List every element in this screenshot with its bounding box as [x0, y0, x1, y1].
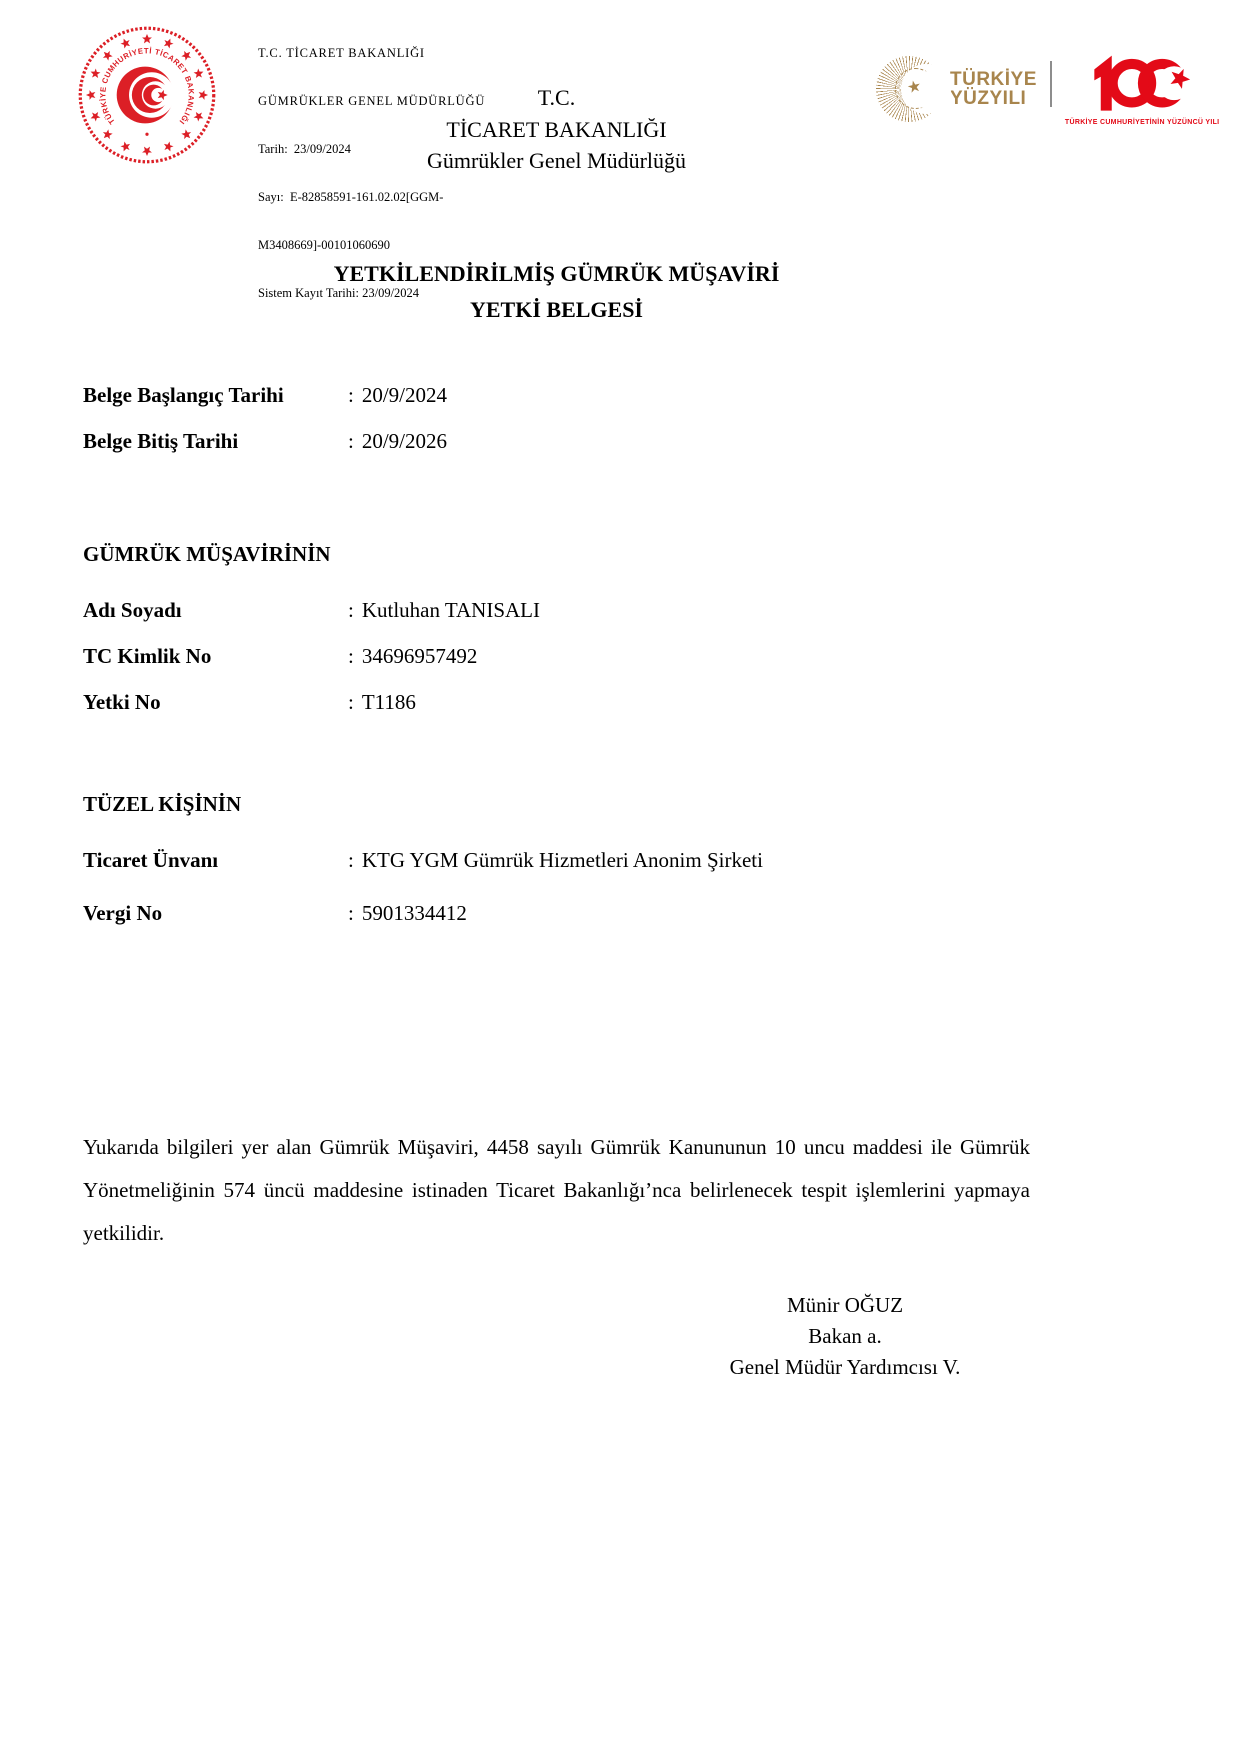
star-icon: ★ — [905, 75, 924, 98]
field-value: : 20/9/2024 — [348, 383, 448, 407]
field-row-end-date — [83, 429, 1030, 454]
section-heading-legal-entity: TÜZEL KİŞİNİN — [83, 792, 242, 816]
field-value: : 20/9/2026 — [348, 429, 448, 453]
centenary-logos — [876, 52, 1219, 126]
stamp-line: GÜMRÜKLER GENEL MÜDÜRLÜĞÜ — [258, 94, 486, 108]
field-value: : T1186 — [348, 690, 416, 714]
field-row-name — [83, 598, 1030, 623]
field-value: : KTG YGM Gümrük Hizmetleri Anonim Şirketi — [348, 848, 763, 872]
field-value: : Kutluhan TANISALI — [348, 598, 541, 622]
field-row-tax-no — [83, 901, 1030, 926]
signatory-title: Genel Müdür Yardımcısı V. — [729, 1355, 961, 1379]
letterhead-tc: T.C. — [537, 85, 576, 110]
field-label: Ticaret Ünvanı — [83, 848, 219, 872]
field-value: : 5901334412 — [348, 901, 467, 925]
centenary-100-logo — [1065, 52, 1220, 126]
field-label: Belge Bitiş Tarihi — [83, 429, 239, 453]
signature-block — [645, 1290, 1045, 1383]
stamp-line-number-cont: M3408669]-00101060690 — [258, 238, 390, 252]
authorization-paragraph: Yukarıda bilgileri yer alan Gümrük Müşaviri, 4458 sayılı Gümrük Kanununun 10 uncu maddesi ile Gümrük Yönetmeliğinin 574 üncü maddesine istinaden Ticaret Bakanlığı’nca belirlenecek tespit işlemlerini yapmaya yetkilidir. — [83, 1135, 1030, 1245]
seal-circular-text: TÜRKİYE CUMHURİYETİ TİCARET BAKANLIĞI — [98, 46, 196, 127]
100-mark-icon — [1087, 52, 1197, 118]
field-row-authority-no — [83, 690, 1030, 715]
signatory-on-behalf: Bakan a. — [808, 1324, 882, 1348]
field-label: Adı Soyadı — [83, 598, 182, 622]
field-row-trade-name — [83, 848, 1030, 873]
field-label: Yetki No — [83, 690, 161, 714]
field-row-tc-id — [83, 644, 1030, 669]
letterhead-directorate: Gümrükler Genel Müdürlüğü — [426, 148, 687, 173]
stamp-line-date: Tarih: 23/09/2024 — [258, 142, 351, 156]
field-row-start-date — [83, 383, 1030, 408]
document-title: YETKİLENDİRİLMİŞ GÜMRÜK MÜŞAVİRİ YETKİ BELGESİ — [333, 261, 780, 322]
stamp-line-number: Sayı: E-82858591-161.02.02[GGM- — [258, 190, 444, 204]
turkiye-yuzyili-wordmark: TÜRKİYE YÜZYILI — [950, 69, 1037, 109]
stamp-line: T.C. TİCARET BAKANLIĞI — [258, 46, 425, 60]
turkiye-yuzyili-logo-icon — [876, 56, 942, 122]
field-label: Belge Başlangıç Tarihi — [83, 383, 284, 407]
section-heading-advisor: GÜMRÜK MÜŞAVİRİNİN — [83, 542, 331, 566]
field-value: : 34696957492 — [348, 644, 478, 668]
signatory-name: Münir OĞUZ — [786, 1293, 904, 1317]
stamp-line-system-date: Sistem Kayıt Tarihi: 23/09/2024 — [258, 286, 420, 300]
field-label: TC Kimlik No — [83, 644, 212, 668]
letterhead-ministry: TİCARET BAKANLIĞI — [446, 116, 667, 142]
field-label: Vergi No — [83, 901, 163, 925]
centenary-caption: TÜRKİYE CUMHURİYETİNİN YÜZÜNCÜ YILI — [1064, 119, 1220, 126]
logo-divider — [1050, 61, 1052, 107]
